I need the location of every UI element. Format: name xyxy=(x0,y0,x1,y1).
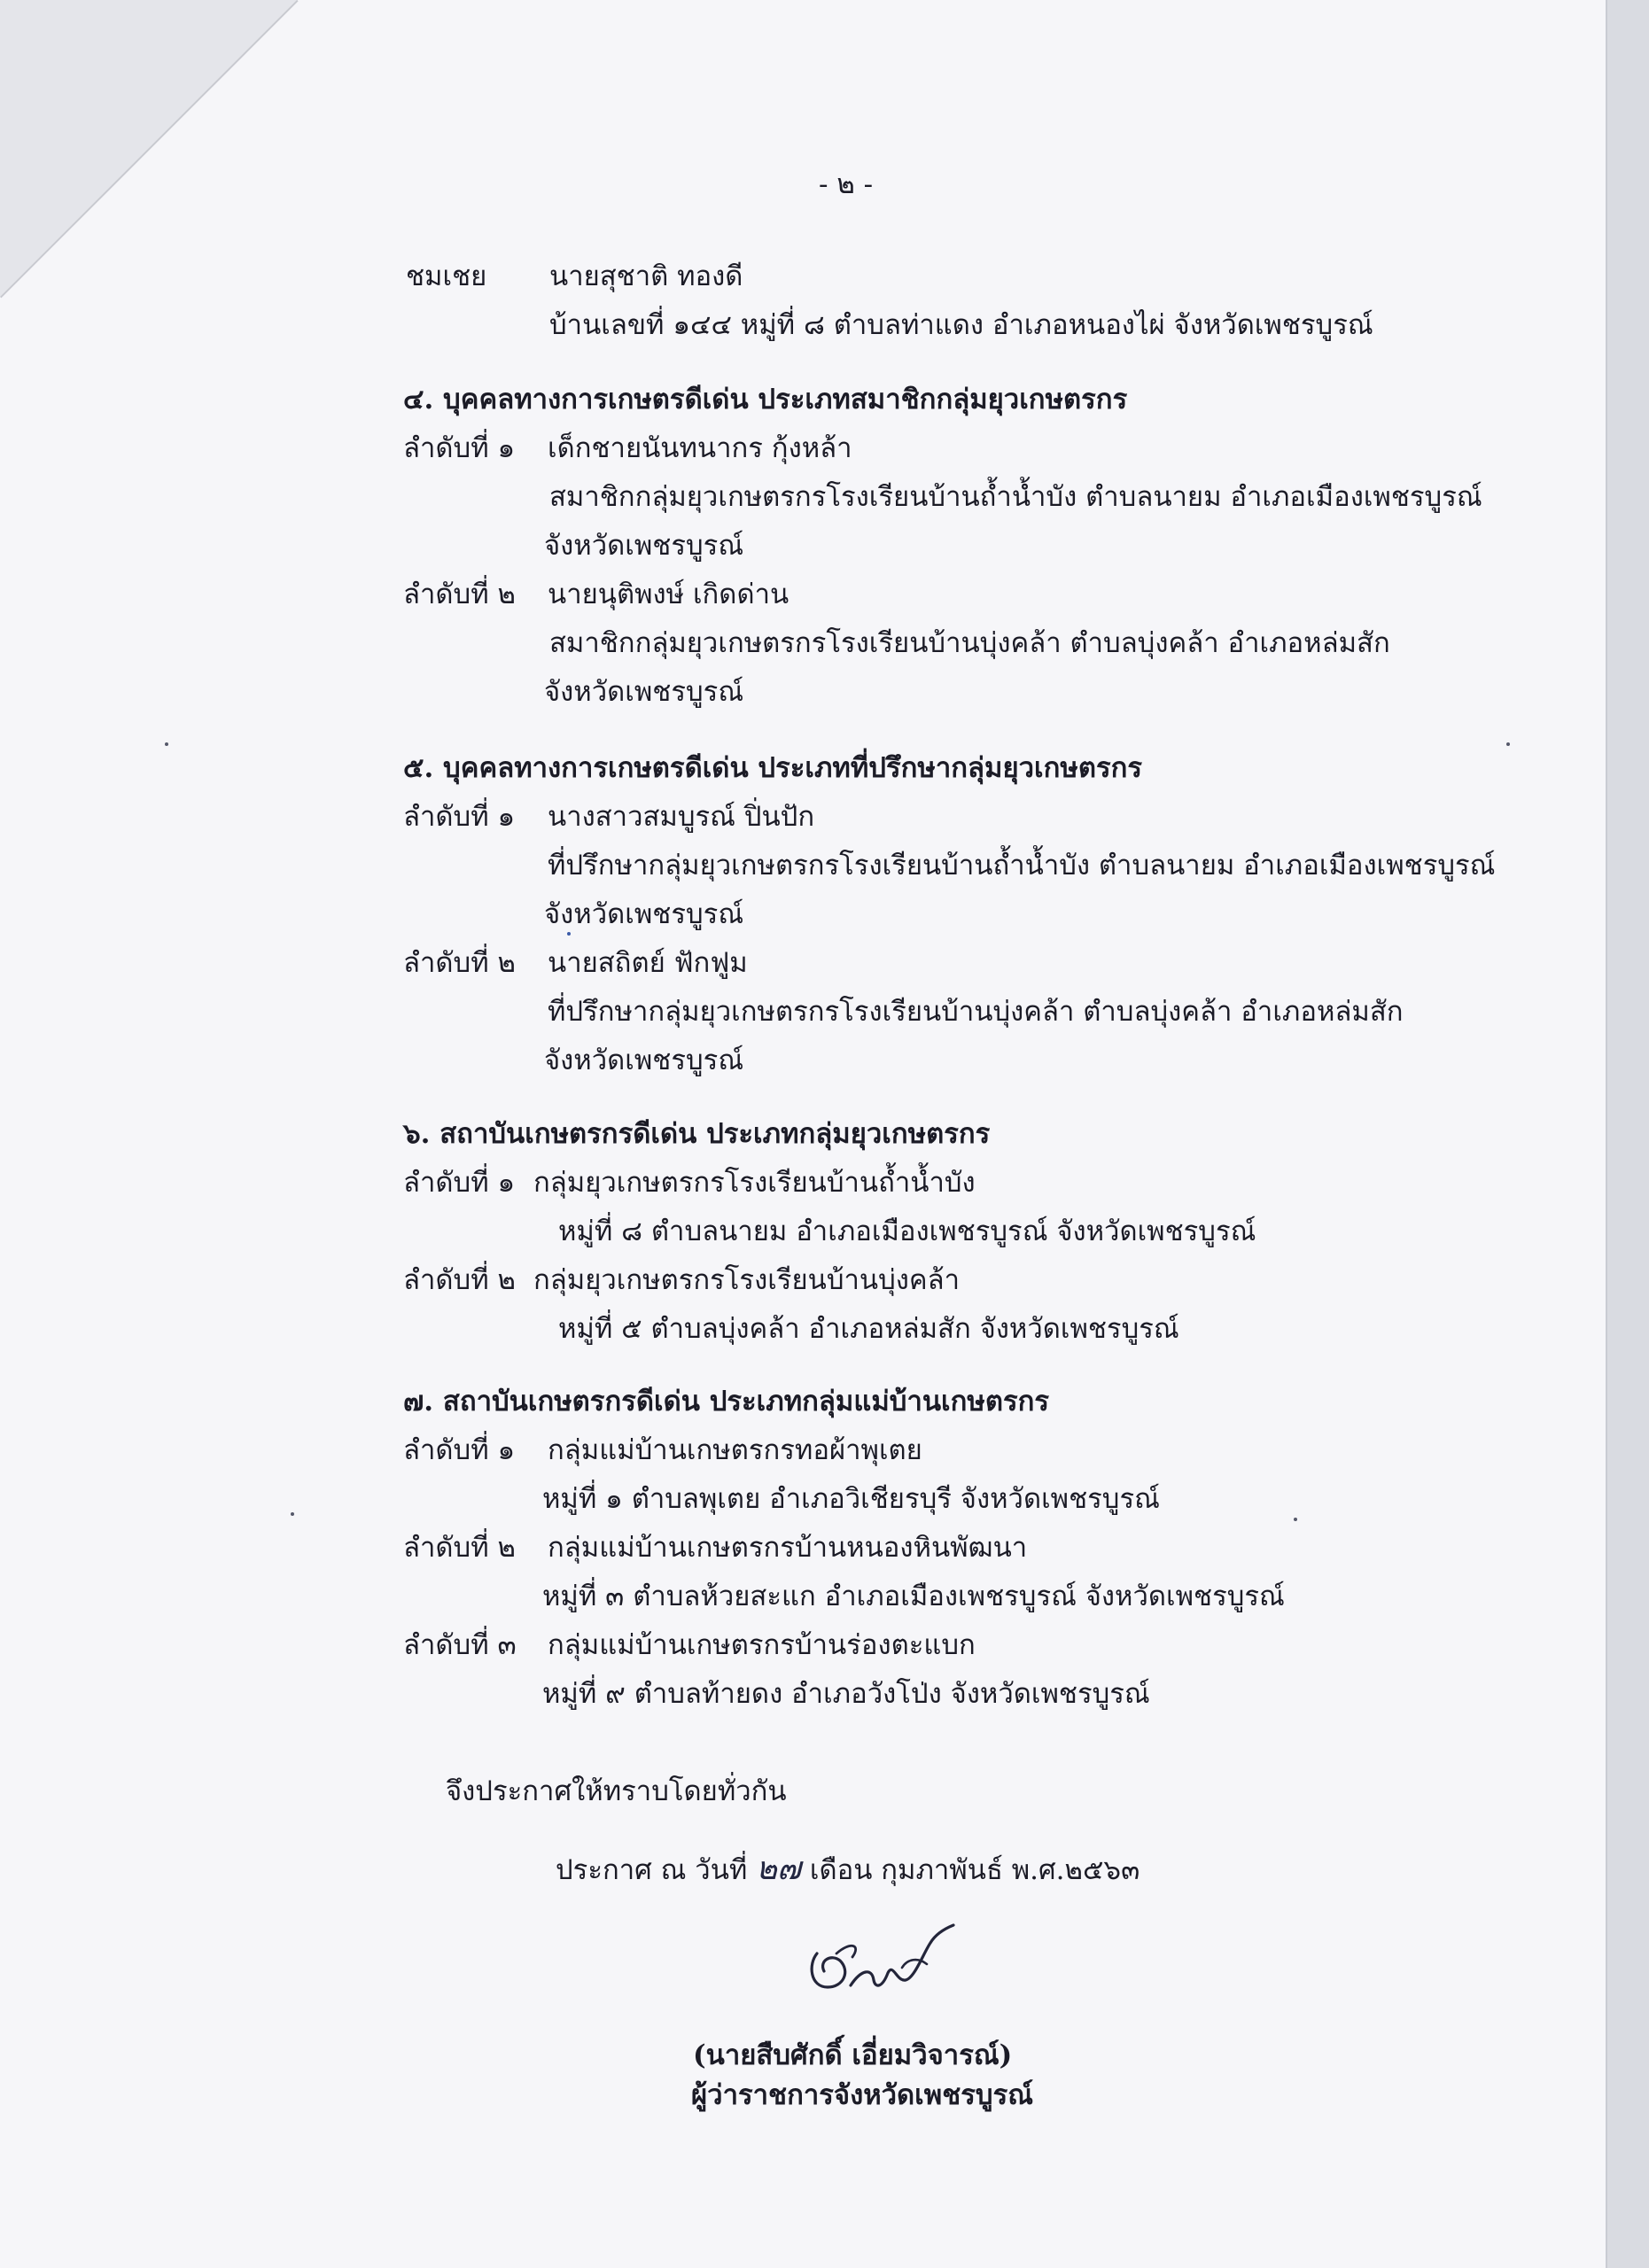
entry-name: กลุ่มแม่บ้านเกษตรกรทอผ้าพุเตย xyxy=(548,1434,922,1466)
scan-speck xyxy=(1294,1518,1297,1521)
date-prefix: ประกาศ ณ วันที่ xyxy=(556,1854,748,1886)
entry-name: เด็กชายนันทนากร กุ้งหล้า xyxy=(548,432,852,464)
honorable-mention-address: บ้านเลขที่ ๑๔๔ หมู่ที่ ๘ ตำบลท่าแดง อำเภอหนองไผ่ จังหวัดเพชรบูรณ์ xyxy=(549,309,1373,341)
entry-rank: ลำดับที่ ๑ xyxy=(403,1434,516,1466)
date-line xyxy=(556,1852,1140,1888)
section-heading: ๖. สถาบันเกษตรกรดีเด่น ประเภทกลุ่มยุวเกษตรกร xyxy=(403,1118,991,1150)
entry-detail: สมาชิกกลุ่มยุวเกษตรกรโรงเรียนบ้านบุ่งคล้า ตำบลบุ่งคล้า อำเภอหล่มสัก xyxy=(549,627,1390,659)
entry-detail: หมู่ที่ ๘ ตำบลนายม อำเภอเมืองเพชรบูรณ์ จังหวัดเพชรบูรณ์ xyxy=(558,1216,1256,1247)
closing-statement: จึงประกาศให้ทราบโดยทั่วกัน xyxy=(446,1775,787,1807)
entry-rank: ลำดับที่ ๒ xyxy=(403,1532,516,1564)
entry-name: นายนุติพงษ์ เกิดด่าน xyxy=(548,579,789,610)
entry-rank: ลำดับที่ ๑ xyxy=(403,801,516,833)
entry-detail: หมู่ที่ ๙ ตำบลท้ายดง อำเภอวังโป่ง จังหวัดเพชรบูรณ์ xyxy=(542,1678,1150,1710)
section-heading: ๕. บุคคลทางการเกษตรดีเด่น ประเภทที่ปรึกษากลุ่มยุวเกษตรกร xyxy=(403,752,1143,784)
scan-speck xyxy=(567,932,571,936)
entry-name: นางสาวสมบูรณ์ ปิ่นปัก xyxy=(548,801,815,833)
signatory-title: ผู้ว่าราชการจังหวัดเพชรบูรณ์ xyxy=(691,2079,1033,2111)
entry-rank: ลำดับที่ ๒ xyxy=(403,1264,516,1296)
entry-detail: หมู่ที่ ๑ ตำบลพุเตย อำเภอวิเชียรบุรี จังหวัดเพชรบูรณ์ xyxy=(542,1483,1160,1515)
handwritten-signature xyxy=(797,1918,966,2002)
entry-name: นายสถิตย์ ฟักฟูม xyxy=(548,947,748,979)
entry-rank: ลำดับที่ ๒ xyxy=(403,947,516,979)
scanner-bed-edge xyxy=(1606,0,1649,2268)
entry-detail: หมู่ที่ ๕ ตำบลบุ่งคล้า อำเภอหล่มสัก จังหวัดเพชรบูรณ์ xyxy=(558,1313,1179,1345)
entry-detail: จังหวัดเพชรบูรณ์ xyxy=(544,898,744,930)
entry-name: กลุ่มแม่บ้านเกษตรกรบ้านร่องตะแบก xyxy=(548,1629,976,1661)
entry-detail: ที่ปรึกษากลุ่มยุวเกษตรกรโรงเรียนบ้านถ้ำน้ำบัง ตำบลนายม อำเภอเมืองเพชรบูรณ์ xyxy=(548,850,1496,882)
entry-name: กลุ่มยุวเกษตรกรโรงเรียนบ้านบุ่งคล้า xyxy=(533,1264,961,1296)
scan-speck xyxy=(1506,742,1510,746)
entry-rank: ลำดับที่ ๒ xyxy=(403,579,516,610)
honorable-mention-label: ชมเชย xyxy=(406,260,487,292)
entry-detail: หมู่ที่ ๓ ตำบลห้วยสะแก อำเภอเมืองเพชรบูรณ์ จังหวัดเพชรบูรณ์ xyxy=(542,1581,1285,1612)
entry-detail: สมาชิกกลุ่มยุวเกษตรกรโรงเรียนบ้านถ้ำน้ำบัง ตำบลนายม อำเภอเมืองเพชรบูรณ์ xyxy=(549,481,1482,513)
date-suffix: เดือน กุมภาพันธ์ พ.ศ.๒๕๖๓ xyxy=(809,1854,1140,1886)
entry-name: กลุ่มแม่บ้านเกษตรกรบ้านหนองหินพัฒนา xyxy=(548,1532,1028,1564)
honorable-mention-name: นายสุชาติ ทองดี xyxy=(549,260,743,292)
entry-detail: จังหวัดเพชรบูรณ์ xyxy=(544,1045,744,1076)
scan-speck xyxy=(165,742,168,746)
entry-rank: ลำดับที่ ๑ xyxy=(403,432,516,464)
entry-rank: ลำดับที่ ๓ xyxy=(403,1629,517,1661)
page-number: - ๒ - xyxy=(819,168,874,200)
entry-detail: ที่ปรึกษากลุ่มยุวเกษตรกรโรงเรียนบ้านบุ่งคล้า ตำบลบุ่งคล้า อำเภอหล่มสัก xyxy=(548,996,1404,1028)
section-heading: ๗. สถาบันเกษตรกรดีเด่น ประเภทกลุ่มแม่บ้านเกษตรกร xyxy=(403,1386,1050,1418)
signatory-name: (นายสืบศักดิ์ เอี่ยมวิจารณ์) xyxy=(693,2039,1013,2071)
section-heading: ๔. บุคคลทางการเกษตรดีเด่น ประเภทสมาชิกกลุ่มยุวเกษตรกร xyxy=(403,384,1128,416)
entry-detail: จังหวัดเพชรบูรณ์ xyxy=(544,530,744,562)
entry-rank: ลำดับที่ ๑ xyxy=(403,1167,516,1199)
entry-name: กลุ่มยุวเกษตรกรโรงเรียนบ้านถ้ำน้ำบัง xyxy=(533,1167,976,1199)
date-day-handwritten: ๒๗ xyxy=(756,1851,802,1887)
scan-speck xyxy=(291,1512,294,1516)
entry-detail: จังหวัดเพชรบูรณ์ xyxy=(544,676,744,708)
